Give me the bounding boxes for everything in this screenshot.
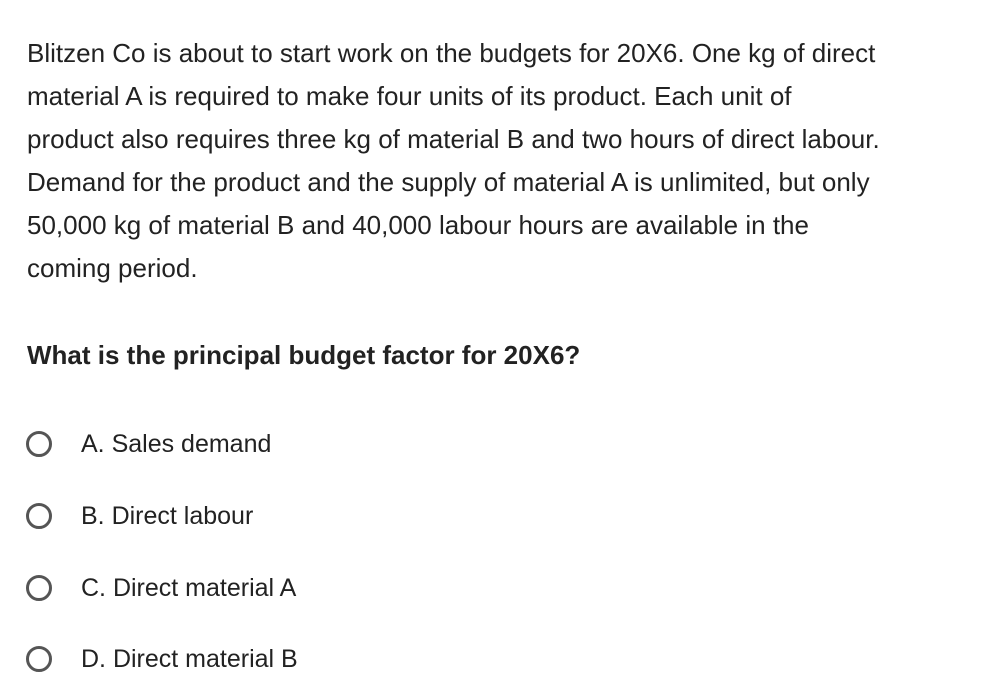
radio-button-icon[interactable]: [26, 646, 52, 672]
question-line: product also requires three kg of material B and two hours of direct labour.: [27, 124, 880, 154]
radio-button-icon[interactable]: [26, 575, 52, 601]
question-line: coming period.: [27, 253, 198, 283]
option-a[interactable]: [26, 420, 271, 468]
option-c-label[interactable]: C. Direct material A: [81, 573, 297, 602]
question-prompt: What is the principal budget factor for 20X6?: [27, 340, 581, 370]
question-line: 50,000 kg of material B and 40,000 labour hours are available in the: [27, 210, 809, 240]
question-text: [27, 32, 982, 290]
question-line: Demand for the product and the supply of material A is unlimited, but only: [27, 167, 870, 197]
option-c[interactable]: [26, 564, 296, 612]
option-d-label[interactable]: D. Direct material B: [81, 644, 298, 673]
question-line: material A is required to make four units of its product. Each unit of: [27, 81, 792, 111]
radio-button-icon[interactable]: [26, 503, 52, 529]
option-a-label[interactable]: A. Sales demand: [81, 429, 272, 458]
option-d[interactable]: [26, 635, 298, 683]
option-b-label[interactable]: B. Direct labour: [81, 501, 254, 530]
option-b[interactable]: [26, 492, 253, 540]
question-line: Blitzen Co is about to start work on the budgets for 20X6. One kg of direct: [27, 38, 876, 68]
radio-button-icon[interactable]: [26, 431, 52, 457]
